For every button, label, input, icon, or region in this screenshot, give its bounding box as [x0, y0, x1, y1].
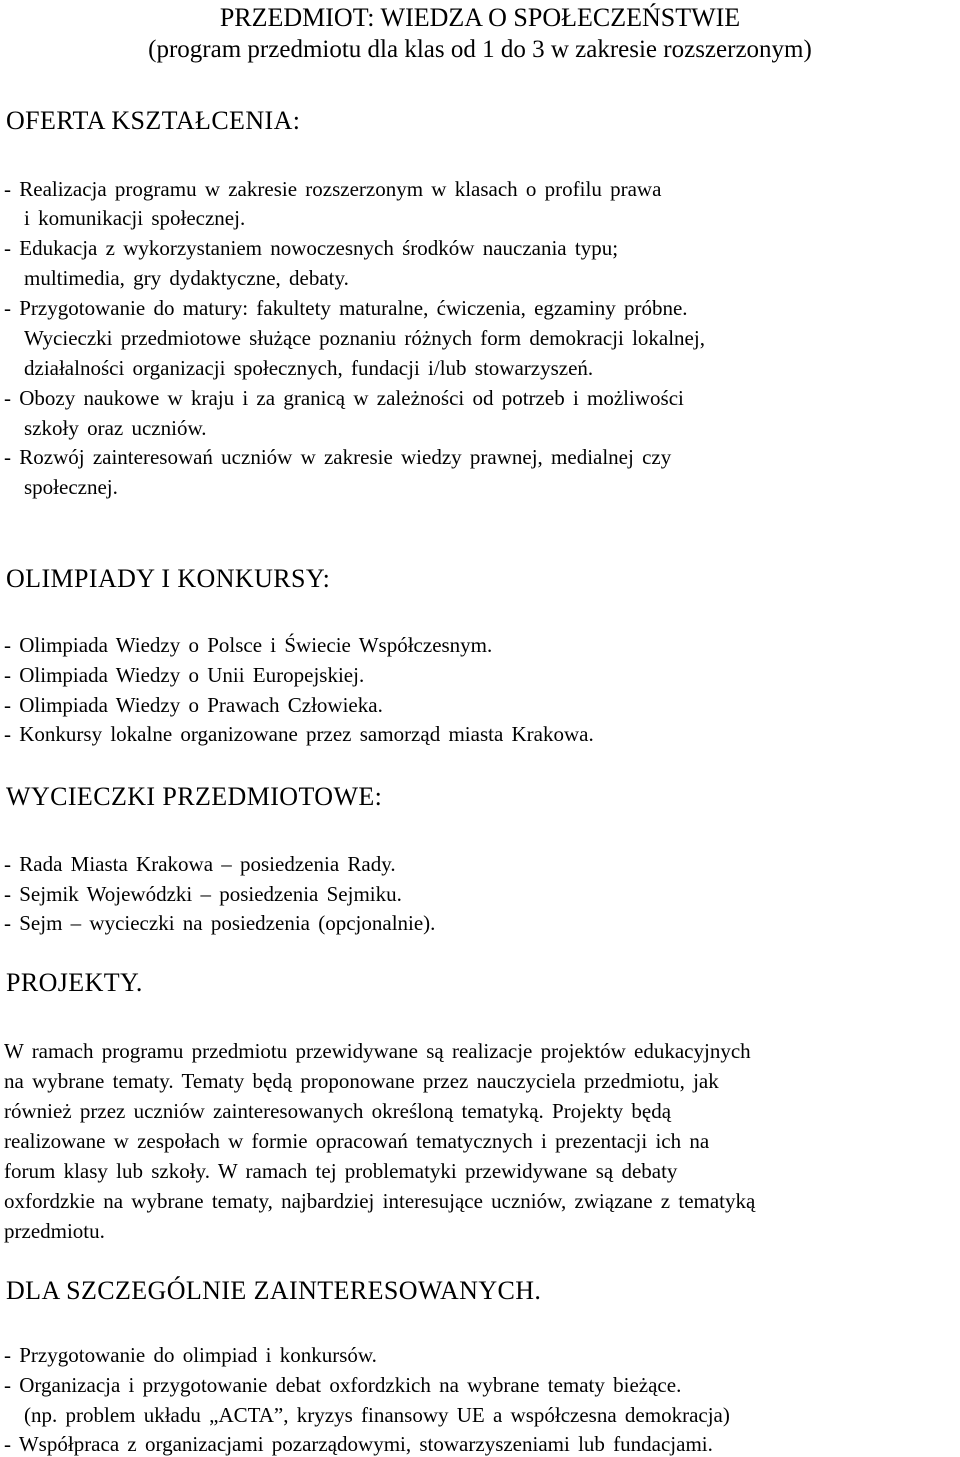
olimpiady-line: - Konkursy lokalne organizowane przez samorząd miasta Krakowa.	[4, 722, 594, 746]
dla-line: - Współpraca z organizacjami pozarządowymi, stowarzyszeniami lub fundacjami.	[4, 1432, 713, 1456]
section-heading-oferta: OFERTA KSZTAŁCENIA:	[6, 106, 301, 135]
oferta-line: - Przygotowanie do matury: fakultety maturalne, ćwiczenia, egzaminy próbne.	[4, 296, 688, 320]
dla-line: (np. problem układu „ACTA”, kryzys finansowy UE a współczesna demokracja)	[24, 1403, 730, 1427]
oferta-line: - Edukacja z wykorzystaniem nowoczesnych środków nauczania typu;	[4, 236, 619, 260]
projekty-line: oxfordzkie na wybrane tematy, najbardziej interesujące uczniów, związane z tematyką	[4, 1189, 756, 1213]
dla-line: - Organizacja i przygotowanie debat oxfordzkich na wybrane tematy bieżące.	[4, 1373, 682, 1397]
section-heading-projekty: PROJEKTY.	[6, 968, 143, 997]
oferta-line: - Rozwój zainteresowań uczniów w zakresie wiedzy prawnej, medialnej czy	[4, 445, 672, 469]
wycieczki-line: - Sejm – wycieczki na posiedzenia (opcjonalnie).	[4, 911, 436, 935]
oferta-line: działalności organizacji społecznych, fundacji i/lub stowarzyszeń.	[24, 356, 594, 380]
oferta-line: i komunikacji społecznej.	[24, 206, 246, 230]
olimpiady-line: - Olimpiada Wiedzy o Unii Europejskiej.	[4, 663, 365, 687]
projekty-line: forum klasy lub szkoły. W ramach tej problematyki przewidywane są debaty	[4, 1159, 678, 1183]
oferta-line: społecznej.	[24, 475, 118, 499]
oferta-line: szkoły oraz uczniów.	[24, 416, 207, 440]
projekty-line: realizowane w zespołach w formie opracowań tematycznych i prezentacji ich na	[4, 1129, 710, 1153]
projekty-line: przedmiotu.	[4, 1219, 105, 1243]
section-heading-olimpiady: OLIMPIADY I KONKURSY:	[6, 564, 331, 593]
title-line-2: (program przedmiotu dla klas od 1 do 3 w zakresie rozszerzonym)	[148, 36, 812, 63]
dla-line: - Przygotowanie do olimpiad i konkursów.	[4, 1343, 377, 1367]
olimpiady-line: - Olimpiada Wiedzy o Prawach Człowieka.	[4, 693, 383, 717]
oferta-line: - Realizacja programu w zakresie rozszerzonym w klasach o profilu prawa	[4, 177, 662, 201]
projekty-line: również przez uczniów zainteresowanych określoną tematyką. Projekty będą	[4, 1099, 672, 1123]
oferta-line: Wycieczki przedmiotowe służące poznaniu różnych form demokracji lokalnej,	[24, 326, 705, 350]
section-heading-dla-zainteresowanych: DLA SZCZEGÓLNIE ZAINTERESOWANYCH.	[6, 1276, 542, 1305]
document-title	[0, 2, 960, 66]
wycieczki-line: - Sejmik Wojewódzki – posiedzenia Sejmiku.	[4, 882, 402, 906]
oferta-line: - Obozy naukowe w kraju i za granicą w zależności od potrzeb i możliwości	[4, 386, 684, 410]
wycieczki-line: - Rada Miasta Krakowa – posiedzenia Rady.	[4, 852, 396, 876]
oferta-line: multimedia, gry dydaktyczne, debaty.	[24, 266, 349, 290]
projekty-line: W ramach programu przedmiotu przewidywane są realizacje projektów edukacyjnych	[4, 1039, 751, 1063]
title-line-1: PRZEDMIOT: WIEDZA O SPOŁECZEŃSTWIE	[219, 3, 741, 32]
projekty-line: na wybrane tematy. Tematy będą proponowane przez nauczyciela przedmiotu, jak	[4, 1069, 719, 1093]
olimpiady-line: - Olimpiada Wiedzy o Polsce i Świecie Współczesnym.	[4, 633, 493, 657]
section-heading-wycieczki: WYCIECZKI PRZEDMIOTOWE:	[6, 782, 383, 811]
